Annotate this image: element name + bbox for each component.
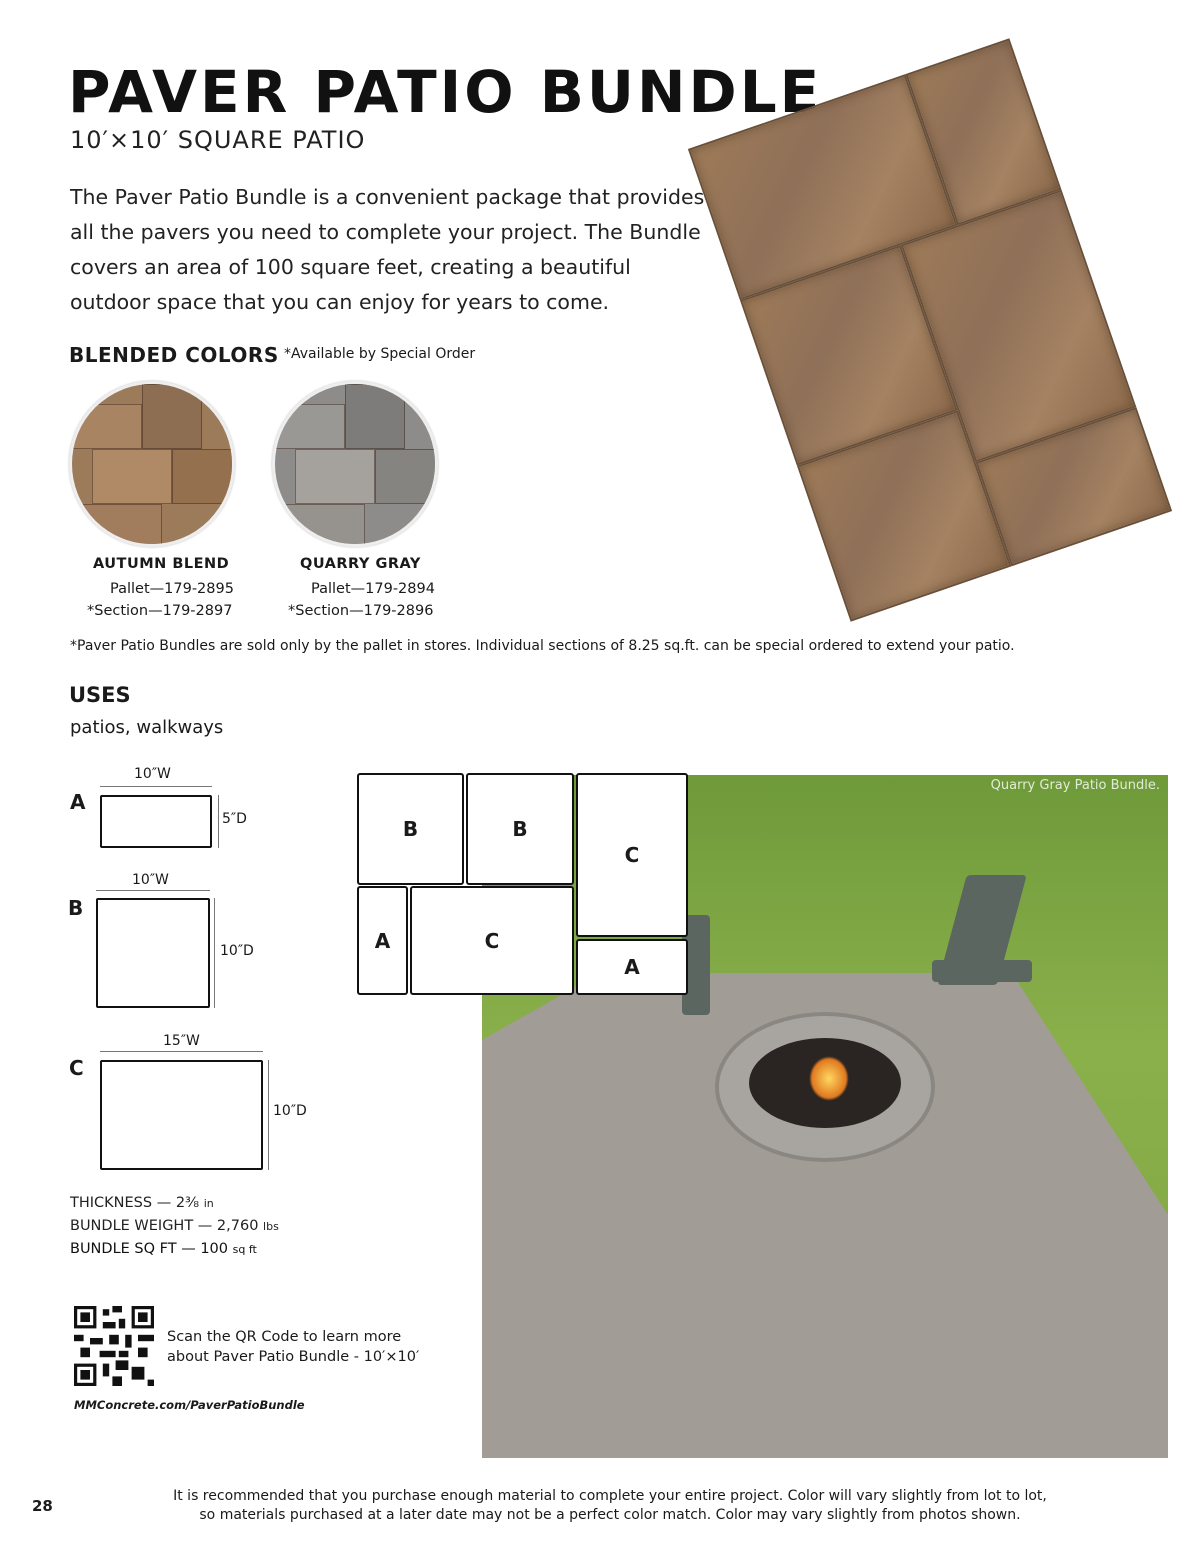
dimension-line	[96, 890, 210, 891]
autumn-blend-swatch	[69, 381, 235, 547]
qr-code[interactable]	[74, 1306, 154, 1386]
blended-colors-heading: BLENDED COLORS	[69, 343, 279, 367]
shape-b-outline	[96, 898, 210, 1008]
shape-width: 15″W	[163, 1033, 200, 1049]
section-code: *Section—179-2896	[288, 603, 434, 619]
shape-a-outline	[100, 795, 212, 848]
paver-bundle-image	[688, 38, 1172, 621]
footnote: *Paver Patio Bundles are sold only by the pallet in stores. Individual sections of 8.25 sq.ft. can be special ordered to extend your patio.	[70, 638, 1015, 654]
special-order-note: *Available by Special Order	[284, 346, 476, 362]
dimension-line	[214, 898, 215, 1008]
color-name: AUTUMN BLEND	[93, 556, 230, 572]
fire-pit	[715, 1012, 935, 1162]
page-number: 28	[32, 1497, 53, 1515]
shape-depth: 5″D	[222, 811, 247, 827]
subtitle: 10′×10′ SQUARE PATIO	[70, 126, 366, 154]
spec-weight: BUNDLE WEIGHT — 2,760 lbs	[70, 1218, 279, 1234]
uses-text: patios, walkways	[70, 717, 224, 738]
qr-caption: Scan the QR Code to learn more about Paver Patio Bundle - 10′×10′	[167, 1329, 420, 1365]
shape-letter: A	[70, 790, 86, 814]
shape-width: 10″W	[132, 872, 169, 888]
layout-paver: C	[410, 886, 574, 995]
shape-c-outline	[100, 1060, 263, 1170]
pallet-code: Pallet—179-2894	[311, 581, 435, 597]
layout-paver: C	[576, 773, 688, 937]
dimension-line	[100, 786, 212, 787]
spec-sqft: BUNDLE SQ FT — 100 sq ft	[70, 1241, 257, 1257]
disclaimer: It is recommended that you purchase enough material to complete your entire project. Color will vary slightly from lot to lot, so materials purchased at a later date may not be a perfect color match. Color may vary slightly from photos shown.	[173, 1488, 1047, 1523]
shape-letter: C	[69, 1056, 84, 1080]
section-code: *Section—179-2897	[87, 603, 233, 619]
layout-paver: B	[357, 773, 464, 885]
dimension-line	[218, 795, 219, 848]
quarry-gray-swatch	[272, 381, 438, 547]
color-name: QUARRY GRAY	[300, 556, 421, 572]
dimension-line	[100, 1051, 263, 1052]
pallet-code: Pallet—179-2895	[110, 581, 234, 597]
shape-width: 10″W	[134, 766, 171, 782]
layout-paver: B	[466, 773, 574, 885]
shape-depth: 10″D	[220, 943, 254, 959]
photo-caption: Quarry Gray Patio Bundle.	[990, 778, 1160, 793]
page-title: PAVER PATIO BUNDLE	[68, 58, 823, 126]
uses-heading: USES	[69, 683, 131, 707]
spec-thickness: THICKNESS — 2⅜ in	[70, 1195, 214, 1211]
shape-depth: 10″D	[273, 1103, 307, 1119]
product-url[interactable]: MMConcrete.com/PaverPatioBundle	[74, 1398, 305, 1412]
intro-paragraph: The Paver Patio Bundle is a convenient package that provides all the pavers you need to complete your project. The Bundle covers an area of 100 square feet, creating a beautiful outdoor space that you can enjoy for years to come.	[70, 185, 705, 314]
dimension-line	[268, 1060, 269, 1170]
layout-paver: A	[357, 886, 408, 995]
layout-paver: A	[576, 939, 688, 995]
shape-letter: B	[68, 896, 84, 920]
chair	[932, 960, 1032, 982]
